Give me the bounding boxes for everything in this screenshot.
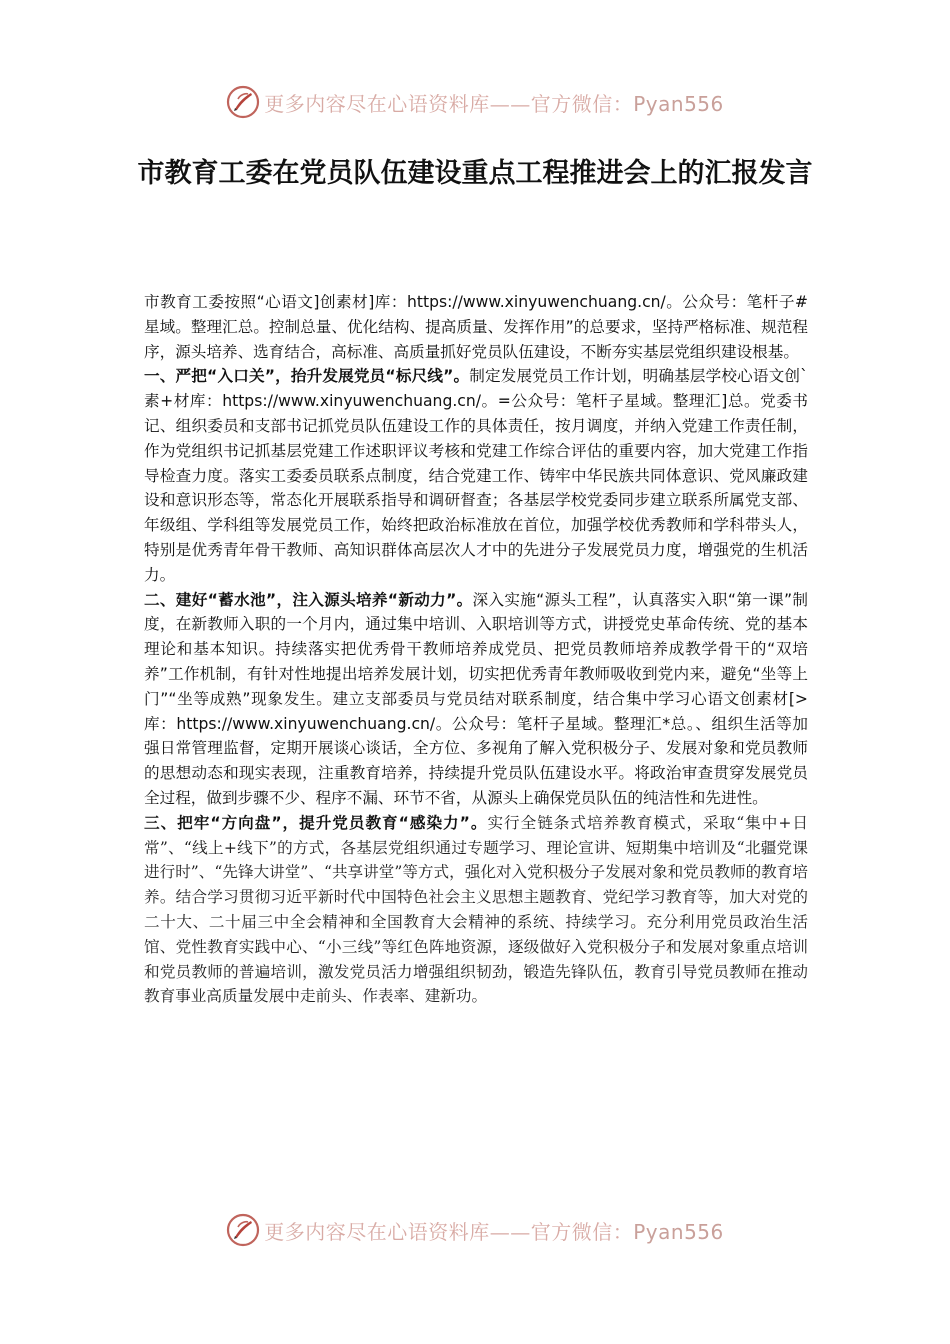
watermark-text	[264, 88, 724, 117]
section-3-text: 实行全链条式培养教育模式，采取“集中+日常”、“线上+线下”的方式，各基层党组织通过专题学习、理论宣讲、短期集中培训及“北疆党课进行时”、“先锋大讲堂”、“共享讲堂”等方式，强化对入党积极分子发展对象和党员教师的教育培养。结合学习贯彻习近平新时代中国特色社会主义思想主题教育、党纪学习教育等，加大对党的二十大、二十届三中全会精神和全国教育大会精神的系统、持续学习。充分利用党员政治生活馆、党性教育实践中心、“小三线”等红色阵地资源，逐级做好入党积极分子和发展对象重点培训和党员教师的普遍培训，激发党员活力增强组织韧劲，锻造先锋队伍，教育引导党员教师在推动教育事业高质量发展中走前头、作表率、建新功。	[144, 813, 808, 1006]
section-3-paragraph	[144, 811, 808, 1009]
pen-logo-icon	[226, 85, 260, 119]
section-2-paragraph	[144, 588, 808, 811]
section-1-paragraph	[144, 364, 808, 587]
document-body	[144, 290, 808, 1009]
section-2-text: 深入实施“源头工程”，认真落实入职“第一课”制度，在新教师入职的一个月内，通过集中培训、入职培训等方式，讲授党史革命传统、党的基本理论和基本知识。持续落实把优秀骨干教师培养成党员、把党员教师培养成教学骨干的“双培养”工作机制，有针对性地提出培养发展计划，切实把优秀青年教师吸收到党内来，避免“坐等上门”“坐等成熟”现象发生。建立支部委员与党员结对联系制度，结合集中学习心语文创素材[>库：https://www.xinyuwenchuang.cn/。公众号：笔杆子星域。整理汇*总。、组织生活等加强日常管理监督，定期开展谈心谈话，全方位、多视角了解入党积极分子、发展对象和党员教师的思想动态和现实表现，注重教育培养，持续提升党员队伍建设水平。将政治审查贯穿发展党员全过程，做到步骤不少、程序不漏、环节不省，从源头上确保党员队伍的纯洁性和先进性。	[144, 590, 808, 807]
watermark-wechat-id: Pyan556	[633, 1219, 724, 1244]
section-1-heading: 一、严把“入口关”，抬升发展党员“标尺线”。	[144, 367, 470, 386]
bottom-watermark-banner	[0, 1210, 950, 1250]
section-3-heading: 三、把牢“方向盘”，提升党员教育“感染力”。	[144, 813, 488, 832]
top-watermark-banner	[0, 82, 950, 122]
document-title: 市教育工委在党员队伍建设重点工程推进会上的汇报发言	[137, 158, 813, 189]
section-2-heading: 二、建好“蓄水池”，注入源头培养“新动力”。	[144, 590, 473, 609]
section-1-text: 制定发展党员工作计划，明确基层学校心语文创`素+材库：https://www.xinyuwenchuang.cn/。=公众号：笔杆子星域。整理汇]总。党委书记、组织委员和支部书记抓党员队伍建设工作的具体责任，按月调度，并纳入党建工作责任制，作为党组织书记抓基层党建工作述职评议考核和党建工作综合评估的重要内容，加大党建工作指导检查力度。落实工委委员联系点制度，结合党建工作、铸牢中华民族共同体意识、党风廉政建设和意识形态等，常态化开展联系指导和调研督查；各基层学校党委同步建立联系所属党支部、年级组、学科组等发展党员工作，始终把政治标准放在首位，加强学校优秀教师和学科带头人，特别是优秀青年骨干教师、高知识群体高层次人才中的先进分子发展党员力度，增强党的生机活力。	[144, 367, 808, 584]
watermark-slogan: 更多内容尽在心语资料库——官方微信：	[264, 1219, 634, 1244]
watermark-wechat-id: Pyan556	[633, 91, 724, 116]
watermark-text	[264, 1216, 724, 1245]
watermark-slogan: 更多内容尽在心语资料库——官方微信：	[264, 91, 634, 116]
intro-paragraph: 市教育工委按照“心语文]创素材]库：https://www.xinyuwenchuang.cn/。公众号：笔杆子#星域。整理汇总。控制总量、优化结构、提高质量、发挥作用”的总要求，坚持严格标准、规范程序，源头培养、选育结合，高标准、高质量抓好党员队伍建设，不断夯实基层党组织建设根基。	[144, 293, 808, 361]
pen-logo-icon	[226, 1213, 260, 1247]
